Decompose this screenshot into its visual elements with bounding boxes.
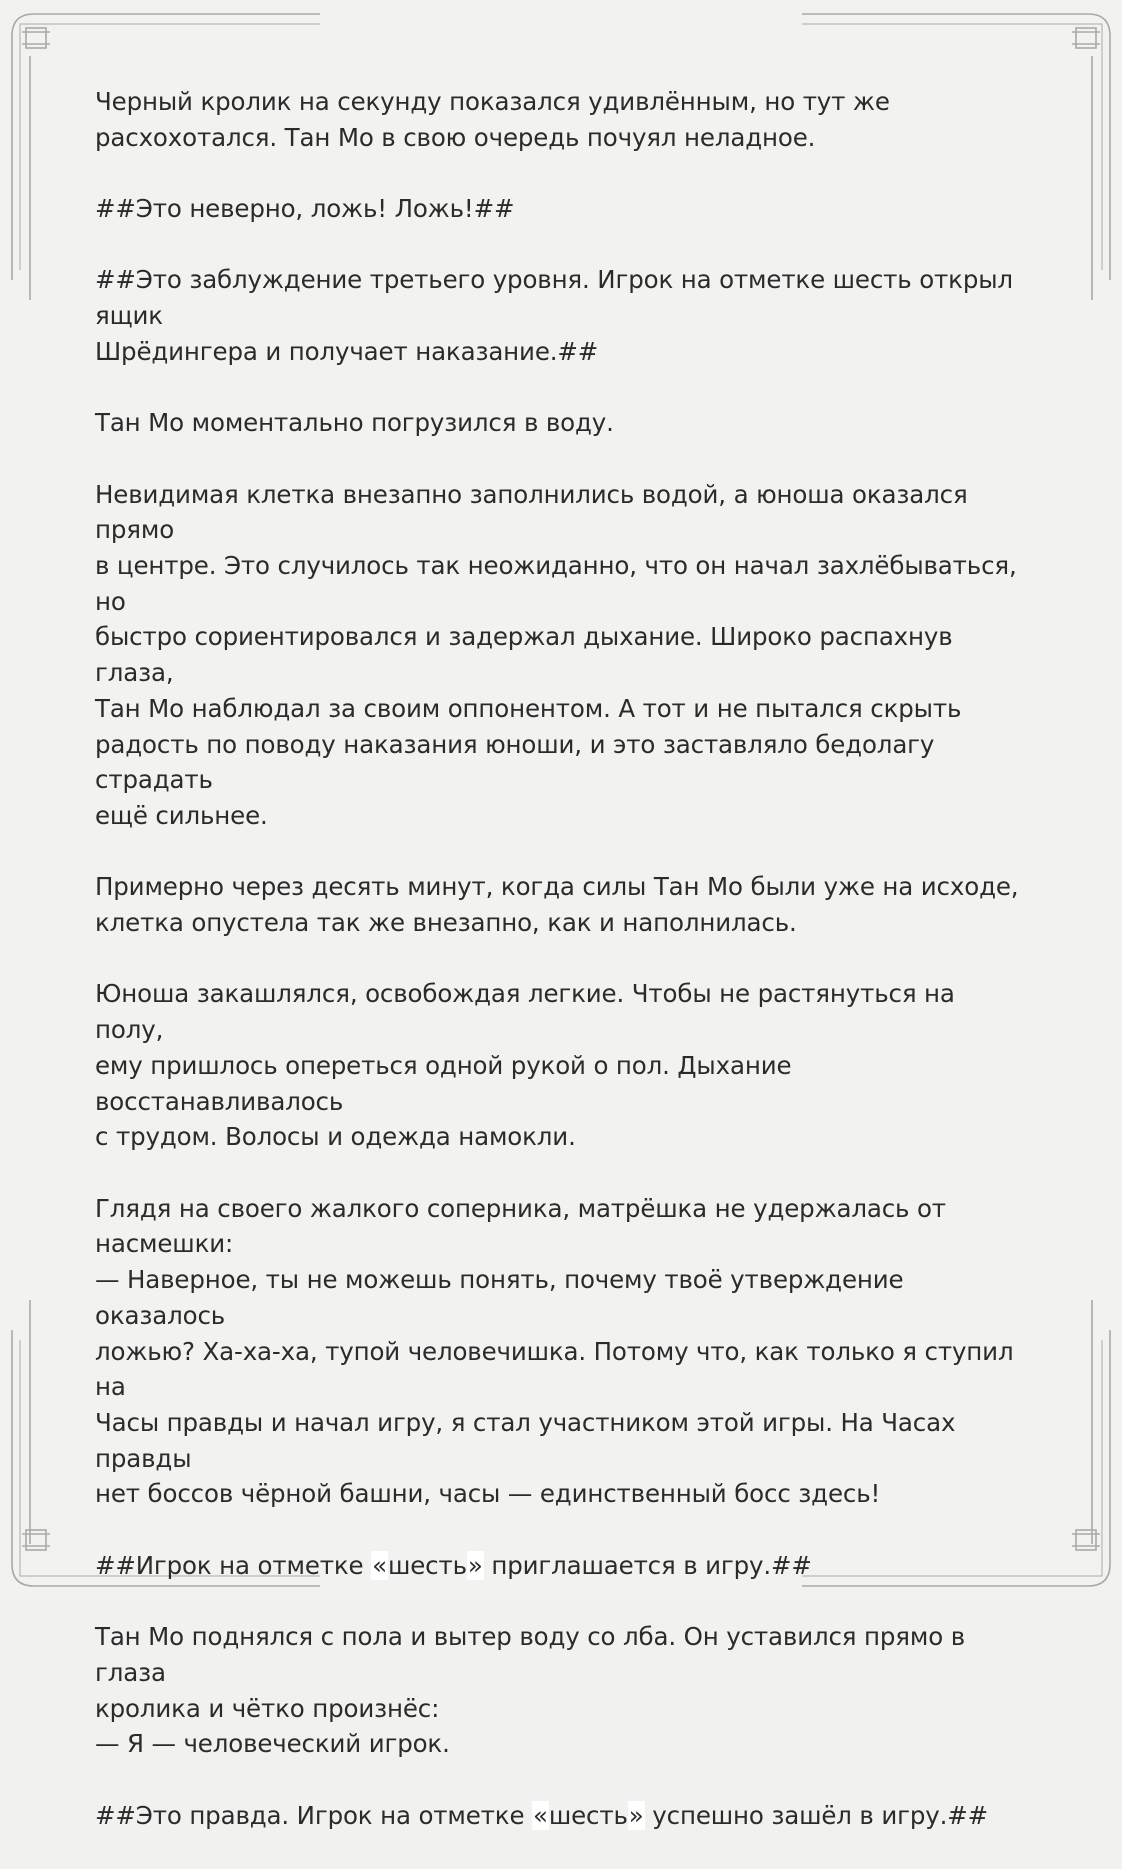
truth-before: ##Это правда. Игрок на отметке — [95, 1800, 533, 1830]
invite-before: ##Игрок на отметке — [95, 1550, 372, 1580]
truth-open-quote: « — [533, 1800, 548, 1830]
invite-open-quote: « — [372, 1550, 387, 1580]
paragraph-8: Глядя на своего жалкого соперника, матрёшка не удержалась от насмешки: — Наверное, ты не можешь понять, почему твоё утверждение оказалось ложью? Ха-ха-ха, тупой человечишка. Потому что, как только я ступил на Часы правды и начал игру, я стал участником этой игры. На Часах правды нет боссов чёрной башни, часы — единственный босс здесь! — [95, 1193, 1014, 1509]
paragraph-11-truth — [95, 1798, 1030, 1834]
paragraph-2: ##Это неверно, ложь! Ложь!## — [95, 194, 515, 224]
truth-close-quote: » — [628, 1800, 644, 1830]
paragraph-9-invite — [95, 1548, 1030, 1584]
truth-word: шесть — [548, 1800, 628, 1830]
truth-after: успешно зашёл в игру.## — [644, 1800, 989, 1830]
invite-close-quote: » — [467, 1550, 483, 1580]
invite-word: шесть — [387, 1550, 467, 1580]
paragraph-10: Тан Мо поднялся с пола и вытер воду со лба. Он уставился прямо в глаза кролика и чётко произнёс: — Я — человеческий игрок. — [95, 1622, 965, 1759]
paragraph-3: ##Это заблуждение третьего уровня. Игрок на отметке шесть открыл ящик Шрёдингера и получает наказание.## — [95, 265, 1013, 366]
paragraph-7: Юноша закашлялся, освобождая легкие. Чтобы не растянуться на полу, ему пришлось опереться одной рукой о пол. Дыхание восстанавливалось с трудом. Волосы и одежда намокли. — [95, 979, 955, 1152]
paragraph-4: Тан Мо моментально погрузился в воду. — [95, 408, 614, 438]
paragraph-1: Черный кролик на секунду показался удивлённым, но тут же расхохотался. Тан Мо в свою очередь почуял неладное. — [95, 87, 890, 152]
chapter-text — [95, 84, 1030, 1869]
paragraph-5: Невидимая клетка внезапно заполнились водой, а юноша оказался прямо в центре. Это случилось так неожиданно, что он начал захлёбываться, но быстро сориентировался и задержал дыхание. Широко распахнув глаза, Тан Мо наблюдал за своим оппонентом. А тот и не пытался скрыть радость по поводу наказания юноши, и это заставляло бедолагу страдать ещё сильнее. — [95, 479, 1017, 830]
paragraph-6: Примерно через десять минут, когда силы Тан Мо были уже на исходе, клетка опустела так же внезапно, как и наполнилась. — [95, 872, 1019, 938]
invite-after: приглашается в игру.## — [483, 1550, 812, 1580]
